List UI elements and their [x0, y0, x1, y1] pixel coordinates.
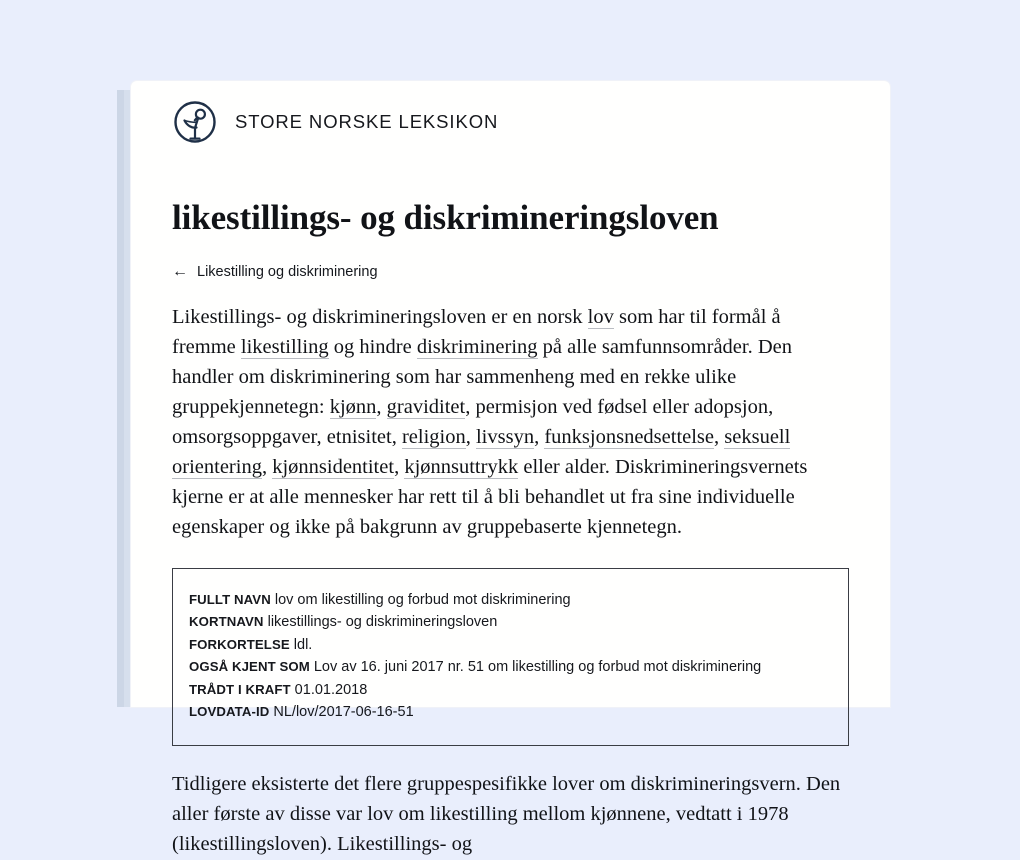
inline-link[interactable]: kjønnsidentitet: [272, 455, 395, 478]
factbox-row: [173, 634, 848, 656]
paragraph-text: ,: [376, 396, 387, 419]
factbox-row-label: FULLT NAVN: [189, 591, 271, 607]
paragraph-text: ,: [714, 425, 725, 448]
paragraph-text: som har til formål å fremme: [172, 306, 781, 359]
factbox-row-label: KORTNAVN: [189, 614, 264, 630]
inline-link[interactable]: kjønn: [329, 396, 377, 419]
inline-link[interactable]: kjønnsuttrykk: [404, 455, 519, 478]
paragraph-text: ,: [394, 455, 405, 478]
inline-link[interactable]: livssyn: [475, 425, 535, 448]
factbox-row-label: OGSÅ KJENT SOM: [189, 659, 310, 675]
paragraph-text: ,: [465, 425, 476, 448]
snl-bird-magnifier-logo-icon[interactable]: [173, 100, 217, 144]
factbox-row-label: LOVDATA-ID: [189, 703, 270, 719]
lead-paragraph: [172, 303, 849, 542]
inline-link[interactable]: religion: [401, 425, 466, 448]
paragraph-text: , permisjon ved fødsel eller adopsjon, omsorgsoppgaver, etnisitet,: [172, 396, 774, 448]
inline-link[interactable]: diskriminering: [416, 336, 538, 359]
inline-link[interactable]: lov: [587, 306, 614, 329]
factbox-row-value: 01.01.2018: [290, 681, 368, 698]
factbox-row: [173, 679, 848, 701]
trailing-paragraph: Tidligere eksisterte det flere gruppespesifikke lover om diskrimineringsvern. Den aller første av disse var lov om likestilling mellom kjønnene, vedtatt i 1978 (likestillingsloven). Likestillings- og: [172, 773, 841, 856]
paragraph-text: ,: [534, 425, 545, 448]
factbox-row-value: NL/lov/2017-06-16-51: [269, 703, 414, 720]
page-left-edge-shadow-inner: [124, 90, 131, 707]
inline-link[interactable]: funksjonsnedsettelse: [544, 425, 715, 448]
paragraph-text: ,: [261, 455, 273, 478]
article: [172, 198, 849, 860]
factbox-rows: [173, 589, 848, 724]
factbox: [172, 568, 849, 747]
factbox-row-value: lov om likestilling og forbud mot diskriminering: [270, 591, 571, 608]
inline-link[interactable]: seksuell orientering: [172, 425, 791, 478]
factbox-row: [173, 701, 848, 723]
paragraph-text: på alle samfunnsområder. Den handler om diskriminering som har sammenheng med en rekke ulike gruppekjennetegn:: [172, 336, 793, 419]
page-title: likestillings- og diskrimineringsloven: [172, 198, 719, 237]
factbox-row-value: ldl.: [289, 636, 313, 653]
factbox-row-label: FORKORTELSE: [189, 636, 290, 652]
site-header: [172, 81, 849, 144]
factbox-row: [173, 656, 848, 678]
article-card: [131, 81, 890, 856]
paragraph-text: eller alder. Diskrimineringsvernets kjerne er at alle mennesker har rett til å bli behandlet ut fra sine individuelle egenskaper og ikke på bakgrunn av gruppebaserte kjennetegn.: [172, 455, 808, 538]
arrow-left-icon: ←: [172, 263, 188, 281]
factbox-row: [173, 611, 848, 633]
back-link-parent-topic[interactable]: [172, 264, 378, 280]
inline-link[interactable]: graviditet: [386, 396, 466, 419]
factbox-row: [173, 589, 848, 611]
factbox-row-value: Lov av 16. juni 2017 nr. 51 om likestilling og forbud mot diskriminering: [309, 659, 762, 676]
factbox-row-label: TRÅDT I KRAFT: [189, 681, 291, 697]
paragraph-text: Likestillings- og diskrimineringsloven er en norsk: [172, 306, 588, 329]
factbox-row-value: likestillings- og diskrimineringsloven: [263, 614, 498, 631]
back-link-label: Likestilling og diskriminering: [197, 264, 378, 281]
site-title[interactable]: STORE NORSKE LEKSIKON: [235, 111, 499, 132]
inline-link[interactable]: likestilling: [240, 336, 329, 359]
paragraph-text: og hindre: [328, 336, 417, 359]
